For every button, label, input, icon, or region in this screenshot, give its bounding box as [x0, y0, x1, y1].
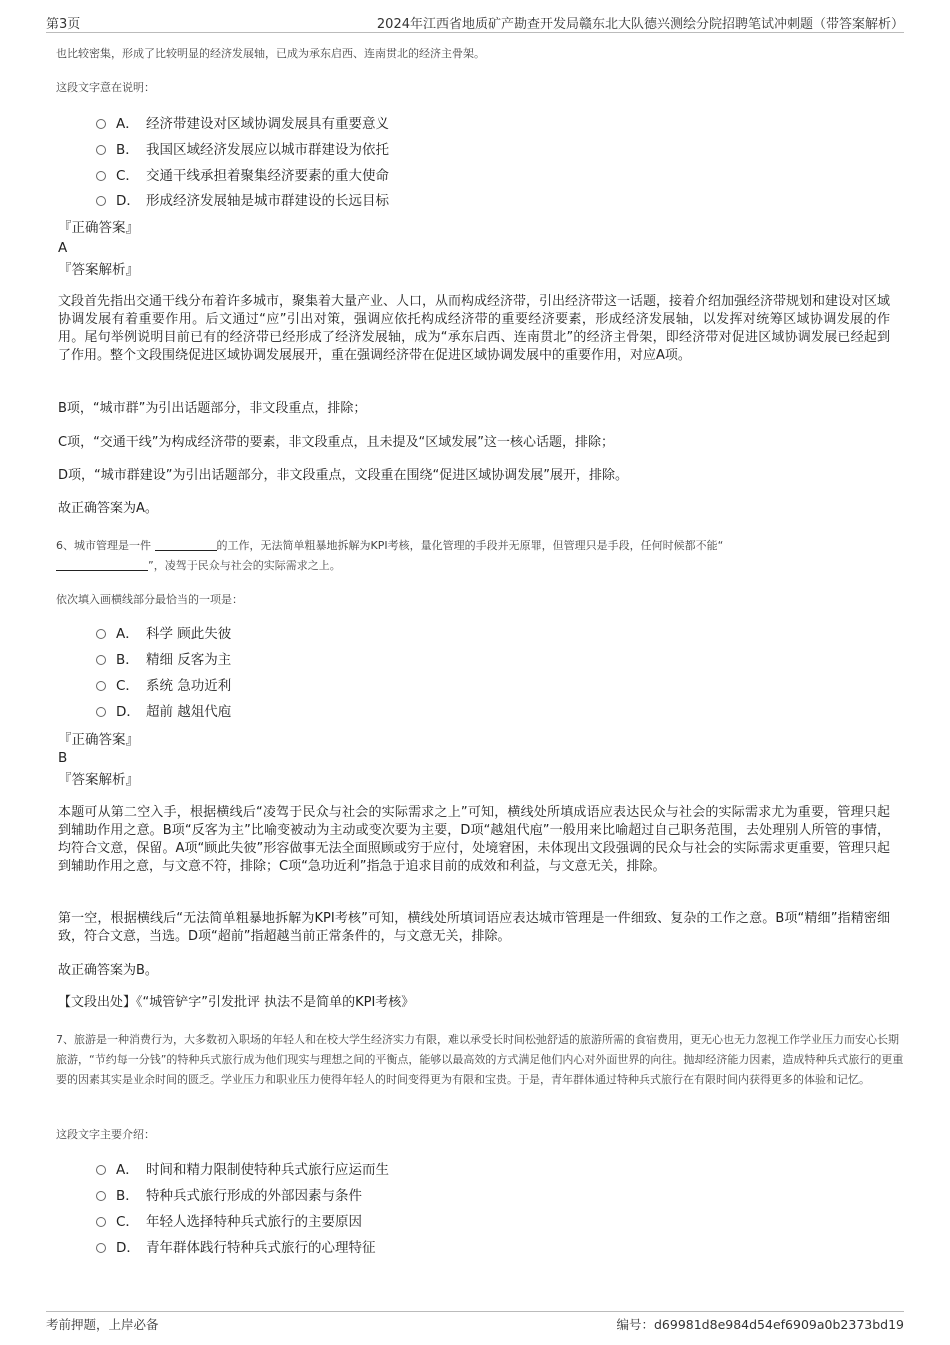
footer-slogan: 考前押题，上岸必备 [46, 1317, 159, 1332]
q6-prompt: 依次填入画横线部分最恰当的一项是： [56, 593, 243, 606]
document-id: 编号：d69981d8e984d54ef6909a0b2373bd19 [616, 1317, 904, 1332]
q7-option-b[interactable]: B． 特种兵式旅行形成的外部因素与条件 [96, 1186, 362, 1206]
q6-option-a[interactable]: A． 科学 顾此失彼 [96, 624, 231, 644]
radio-icon[interactable] [96, 629, 106, 639]
q6-analysis-main: 本题可从第二空入手，根据横线后“凌驾于民众与社会的实际需求之上”可知，横线处所填成语应表达民众与社会的实际需求尤为重要，管理只起到辅助作用之意。B项“反客为主”比喻变被动为主动或变次要为主要，D项“越俎代庖”一般用来比喻超过自己职务范围，去处理别人所管的事情，均符合文意，保留。A项“顾此失彼”形容做事无法全面照顾或穷于应付，处境窘困，未体现出文段强调的民众与社会的实际需求更重要，管理只起到辅助作用之意，与文意不符，排除；C项“急功近利”指急于追求目前的成效和利益，与文意无关，排除。 [58, 805, 890, 874]
q6-stem: 6、城市管理是一件 的工作，无法简单粗暴地拆解为KPI考核，量化管理的手段并无原罪，但管理只是手段，任何时候都不能“ ”，凌驾于民众与社会的实际需求之上。 [56, 539, 724, 572]
document-title: 2024年江西省地质矿产勘查开发局赣东北大队德兴测绘分院招聘笔试冲刺题（带答案解析） [376, 17, 904, 32]
radio-icon[interactable] [96, 196, 106, 206]
q7-option-d[interactable]: D． 青年群体践行特种兵式旅行的心理特征 [96, 1238, 376, 1258]
page-footer [46, 1311, 904, 1334]
q6-option-b[interactable]: B． 精细 反客为主 [96, 650, 231, 670]
q6-option-c[interactable]: C． 系统 急功近利 [96, 676, 231, 696]
q5-answer: A [58, 240, 68, 256]
q5-prompt: 这段文字意在说明： [56, 81, 155, 94]
page-number: 第3页 [46, 17, 81, 32]
radio-icon[interactable] [96, 681, 106, 691]
q6-option-d[interactable]: D． 超前 越俎代庖 [96, 702, 231, 722]
q5-analysis-tag: 『答案解析』 [58, 262, 139, 278]
q7-option-c[interactable]: C． 年轻人选择特种兵式旅行的主要原因 [96, 1212, 362, 1232]
radio-icon[interactable] [96, 1191, 106, 1201]
blank-2 [56, 558, 148, 571]
q5-analysis-b: B项，“城市群”为引出话题部分，非文段重点，排除； [58, 401, 367, 416]
q5-answer-tag: 『正确答案』 [58, 220, 139, 236]
q5-analysis-d: D项，“城市群建设”为引出话题部分，非文段重点，文段重在围绕“促进区域协调发展”展开，排除。 [58, 468, 628, 483]
radio-icon[interactable] [96, 1243, 106, 1253]
radio-icon[interactable] [96, 655, 106, 665]
q5-option-b[interactable]: B． 我国区域经济发展应以城市群建设为依托 [96, 140, 389, 160]
radio-icon[interactable] [96, 707, 106, 717]
q6-answer: B [58, 750, 68, 766]
radio-icon[interactable] [96, 171, 106, 181]
blank-1 [155, 538, 217, 551]
q7-prompt: 这段文字主要介绍： [56, 1128, 155, 1141]
page-header [46, 12, 904, 33]
q5-analysis-main: 文段首先指出交通干线分布着许多城市，聚集着大量产业、人口，从而构成经济带，引出经济带这一话题，接着介绍加强经济带规划和建设对区域协调发展有着重要作用。后文通过“应”引出对策，强调应依托构成经济带的重要经济要素，形成经济发展轴，以发挥对统筹区域协调发展的作用。尾句举例说明目前已有的经济带已经形成了经济发展轴，成为“承东启西、连南贯北”的经济主骨架，即经济带对促进区域协调发展已经起到了作用。整个文段围绕促进区域协调发展展开，重在强调经济带在促进区域协调发展中的重要作用，对应A项。 [58, 294, 891, 363]
radio-icon[interactable] [96, 1165, 106, 1175]
q6-analysis-tag: 『答案解析』 [58, 772, 139, 788]
q5-conclusion: 故正确答案为A。 [58, 501, 158, 516]
q5-analysis-c: C项，“交通干线”为构成经济带的要素，非文段重点，且未提及“区域发展”这一核心话题，排除； [58, 435, 615, 450]
q6-answer-tag: 『正确答案』 [58, 732, 139, 748]
q5-stem-tail: 也比较密集，形成了比较明显的经济发展轴，已成为承东启西、连南贯北的经济主骨架。 [56, 47, 485, 60]
radio-icon[interactable] [96, 119, 106, 129]
q7-stem: 7、旅游是一种消费行为，大多数初入职场的年轻人和在校大学生经济实力有限，难以承受长时间松弛舒适的旅游所需的食宿费用，更无心也无力忽视工作学业压力而安心长期旅游，“节约每一分钱”的特种兵式旅行成为他们现实与理想之间的平衡点，能够以最高效的方式满足他们内心对外面世界的向往。抛却经济能力因素，造成特种兵式旅行的更重要的因素其实是业余时间的匮乏。学业压力和职业压力使得年轻人的时间变得更为有限和宝贵。于是，青年群体通过特种兵式旅行在有限时间内获得更多的体验和记忆。 [56, 1033, 904, 1086]
radio-icon[interactable] [96, 145, 106, 155]
q6-conclusion: 故正确答案为B。 [58, 963, 158, 978]
q5-option-d[interactable]: D． 形成经济发展轴是城市群建设的长远目标 [96, 191, 389, 211]
q5-option-c[interactable]: C． 交通干线承担着聚集经济要素的重大使命 [96, 166, 389, 186]
radio-icon[interactable] [96, 1217, 106, 1227]
q5-option-a[interactable]: A． 经济带建设对区域协调发展具有重要意义 [96, 114, 389, 134]
q7-option-a[interactable]: A． 时间和精力限制使特种兵式旅行应运而生 [96, 1160, 389, 1180]
q6-source: 【文段出处】《“城管铲字”引发批评 执法不是简单的KPI考核》 [58, 995, 415, 1010]
q6-analysis-first-blank: 第一空，根据横线后“无法简单粗暴地拆解为KPI考核”可知，横线处所填词语应表达城市管理是一件细致、复杂的工作之意。B项“精细”指精密细致，符合文意，当选。D项“超前”指超越当前正常条件的，与文意无关，排除。 [58, 911, 890, 944]
